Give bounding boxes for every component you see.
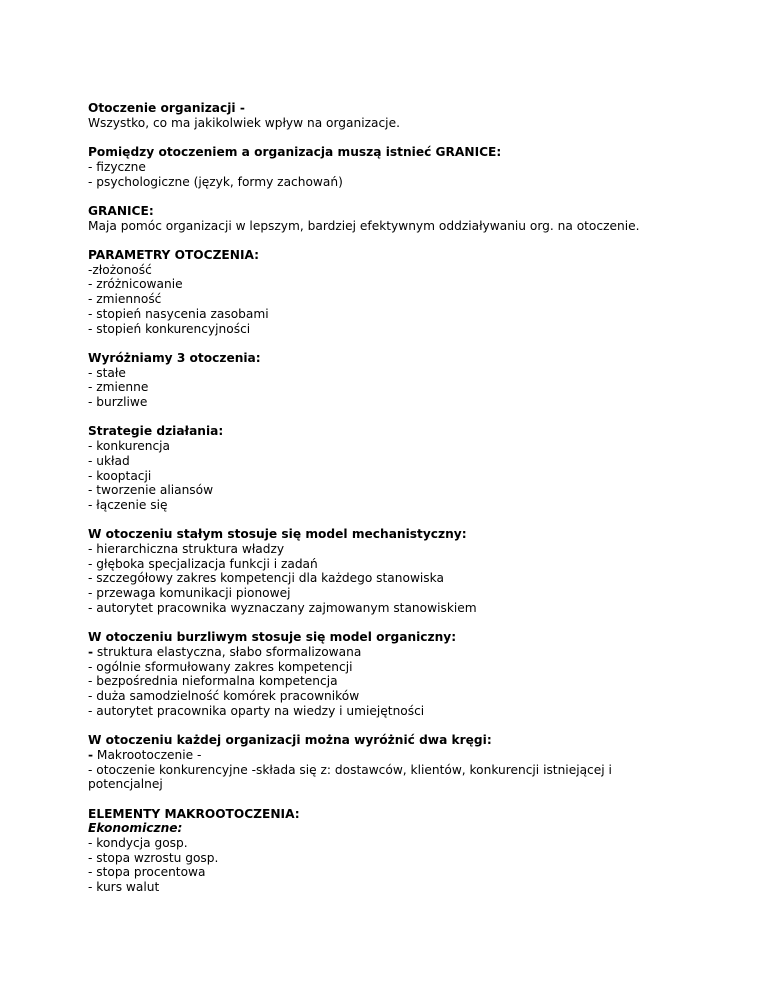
list-item: - zmienność: [88, 292, 162, 307]
list-item: - otoczenie konkurencyjne -składa się z: dostawców, klientów, konkurencji istniejącej i potencjalnej: [88, 762, 612, 792]
list-item: - stopień konkurencyjności: [88, 321, 251, 336]
list-item: - układ: [88, 453, 130, 468]
list-item: - autorytet pracownika oparty na wiedzy i umiejętności: [88, 703, 425, 718]
list-item: - kurs walut: [88, 880, 160, 895]
list-item: [88, 645, 688, 660]
text-line: Maja pomóc organizacji w lepszym, bardziej efektywnym oddziaływaniu org. na otoczenie.: [88, 218, 640, 233]
list-item: - konkurencja: [88, 439, 171, 454]
section-heading: Otoczenie organizacji -: [88, 101, 245, 115]
list-dash: -: [88, 747, 94, 762]
list-item: - burzliwe: [88, 395, 148, 409]
document-body: [88, 101, 688, 910]
text-line: Wszystko, co ma jakikolwiek wpływ na organizacje.: [88, 115, 400, 130]
list-item: - autorytet pracownika wyznaczany zajmowanym stanowiskiem: [88, 600, 477, 615]
section-heading: Strategie działania:: [88, 424, 224, 439]
list-item: - fizyczne: [88, 159, 146, 174]
section-heading: PARAMETRY OTOCZENIA:: [88, 247, 260, 262]
section-heading: ELEMENTY MAKROOTOCZENIA:: [88, 806, 300, 821]
section-dwa-kregi: [88, 733, 688, 792]
section-rodzaje-otoczen: [88, 351, 688, 410]
list-item: - kondycja gosp.: [88, 836, 188, 851]
list-item: - zmienne: [88, 380, 149, 395]
list-item: - szczegółowy zakres kompetencji dla każdego stanowiska: [88, 571, 444, 586]
section-elementy-makrootoczenia: [88, 807, 688, 895]
section-heading: W otoczeniu burzliwym stosuje się model organiczny:: [88, 630, 457, 645]
list-item: - stopa procentowa: [88, 865, 206, 880]
list-item: - głęboka specjalizacja funkcji i zadań: [88, 556, 318, 571]
section-granice: [88, 204, 688, 233]
section-heading: Pomiędzy otoczeniem a organizacja muszą istnieć GRANICE:: [88, 145, 502, 160]
section-heading: Wyróżniamy 3 otoczenia:: [88, 350, 261, 365]
list-item: - łączenie się: [88, 497, 168, 512]
subsection-heading: Ekonomiczne:: [88, 821, 183, 836]
list-item-text: Makrootoczenie -: [93, 747, 202, 762]
list-item: - bezpośrednia nieformalna kompetencja: [88, 674, 338, 689]
list-item: - psychologiczne (język, formy zachowań): [88, 174, 343, 189]
section-strategie: [88, 424, 688, 512]
list-item-text: struktura elastyczna, słabo sformalizowana: [93, 644, 362, 659]
section-heading: W otoczeniu każdej organizacji można wyróżnić dwa kręgi:: [88, 733, 492, 748]
list-item: - duża samodzielność komórek pracowników: [88, 689, 360, 704]
section-model-organiczny: [88, 630, 688, 718]
section-granice-intro: [88, 145, 688, 189]
section-parametry: [88, 248, 688, 336]
list-item: - przewaga komunikacji pionowej: [88, 586, 291, 601]
list-item: - tworzenie aliansów: [88, 483, 214, 498]
section-heading: GRANICE:: [88, 203, 154, 218]
list-item: - zróżnicowanie: [88, 277, 183, 292]
list-item: - stałe: [88, 365, 126, 380]
list-item: - hierarchiczna struktura władzy: [88, 542, 285, 556]
list-dash: -: [88, 644, 94, 659]
list-item: - stopień nasycenia zasobami: [88, 306, 269, 321]
section-otoczenie: [88, 101, 688, 130]
section-heading: W otoczeniu stałym stosuje się model mechanistyczny:: [88, 527, 467, 542]
section-model-mechanistyczny: [88, 527, 688, 615]
list-item: - stopa wzrostu gosp.: [88, 850, 219, 865]
list-item: [88, 748, 688, 763]
list-item: - ogólnie sformułowany zakres kompetencji: [88, 659, 353, 674]
list-item: - kooptacji: [88, 468, 152, 483]
list-item: -złożoność: [88, 262, 152, 277]
